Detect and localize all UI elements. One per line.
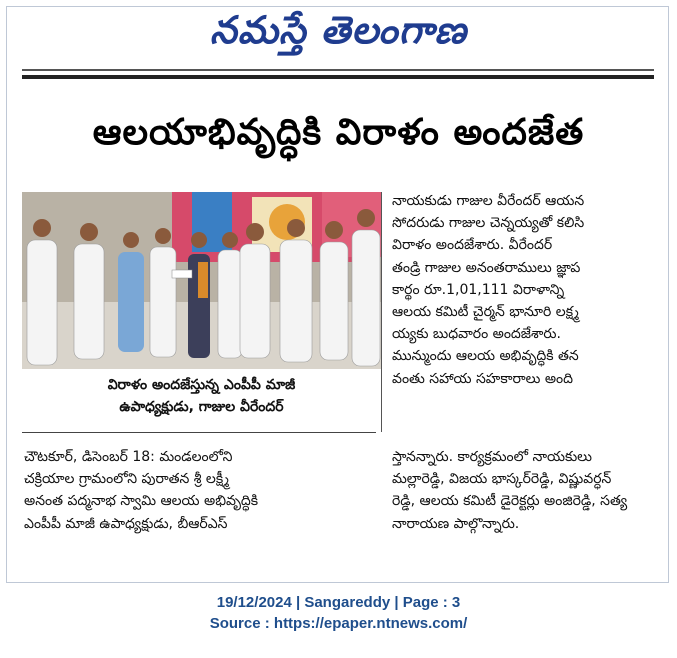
- body-line: చక్రియాల గ్రామంలోని పురాతన శ్రీ లక్ష్మీ: [24, 471, 230, 488]
- masthead-rule-thick: [22, 75, 654, 79]
- body-line: ఎంపీపీ మాజీ ఉపాధ్యక్షుడు, బీఆర్ఎస్: [24, 515, 228, 532]
- article-body-right-top: [392, 190, 654, 390]
- footer-source-link[interactable]: Source : https://epaper.ntnews.com/: [209, 615, 468, 632]
- caption-line: ఉపాధ్యక్షుడు, గాజుల వీరేందర్: [119, 399, 284, 415]
- body-line: రెడ్డి, ఆలయ కమిటీ డైరెక్టర్లు అంజిరెడ్డి, సత్య: [392, 493, 628, 510]
- body-line: య్యకు బుధవారం అందజేశారు.: [392, 326, 561, 343]
- article-headline: ఆలయాభివృద్ధికి విరాళం అందజేత: [92, 112, 585, 153]
- body-line: మున్ముందు ఆలయ అభివృద్ధికి తన: [392, 348, 579, 365]
- body-line: విరాళం అందజేశారు. వీరేందర్: [392, 237, 553, 254]
- article-body-right-bottom: [392, 446, 654, 535]
- caption-divider: [22, 432, 376, 433]
- footer-date-edition: 19/12/2024 | Sangareddy | Page : 3: [216, 594, 461, 611]
- body-line: నాయకుడు గాజుల వీరేందర్ ఆయన: [392, 193, 585, 209]
- body-line: ఆలయ కమిటీ చైర్మన్ భానూరి లక్ష్మ: [392, 304, 579, 321]
- article-photo: [22, 192, 381, 369]
- body-line: మల్లారెడ్డి, విజయ భాస్కర్‌రెడ్డి, విష్ణువర్ధన్: [392, 471, 612, 488]
- body-line: నారాయణ పాల్గొన్నారు.: [392, 515, 520, 532]
- column-divider: [381, 192, 382, 432]
- body-line: చౌటకూర్, డిసెంబర్ 18: మండలంలోని: [24, 449, 233, 465]
- masthead-rule-thin: [22, 69, 654, 71]
- newspaper-masthead: నమస్తే తెలంగాణ: [210, 8, 467, 52]
- body-line: వంతు సహాయ సహకారాలు అంది: [392, 370, 574, 387]
- body-line: తండ్రి గాజుల అనంతరాములు జ్ఞాప: [392, 259, 581, 276]
- body-line: అనంత పద్మనాభ స్వామి ఆలయ అభివృద్ధికి: [24, 493, 259, 510]
- article-body-left: [24, 446, 382, 535]
- body-line: స్తానన్నారు. కార్యక్రమంలో నాయకులు: [392, 449, 592, 465]
- body-line: సోదరుడు గాజుల చెన్నయ్యతో కలిసి: [392, 215, 585, 232]
- epaper-footer: [0, 592, 677, 634]
- caption-line: విరాళం అందజేస్తున్న ఎంపీపీ మాజీ: [107, 377, 296, 393]
- body-line: కార్థం రూ.1,01,111 విరాళాన్ని: [392, 281, 565, 298]
- photo-caption: [22, 374, 381, 418]
